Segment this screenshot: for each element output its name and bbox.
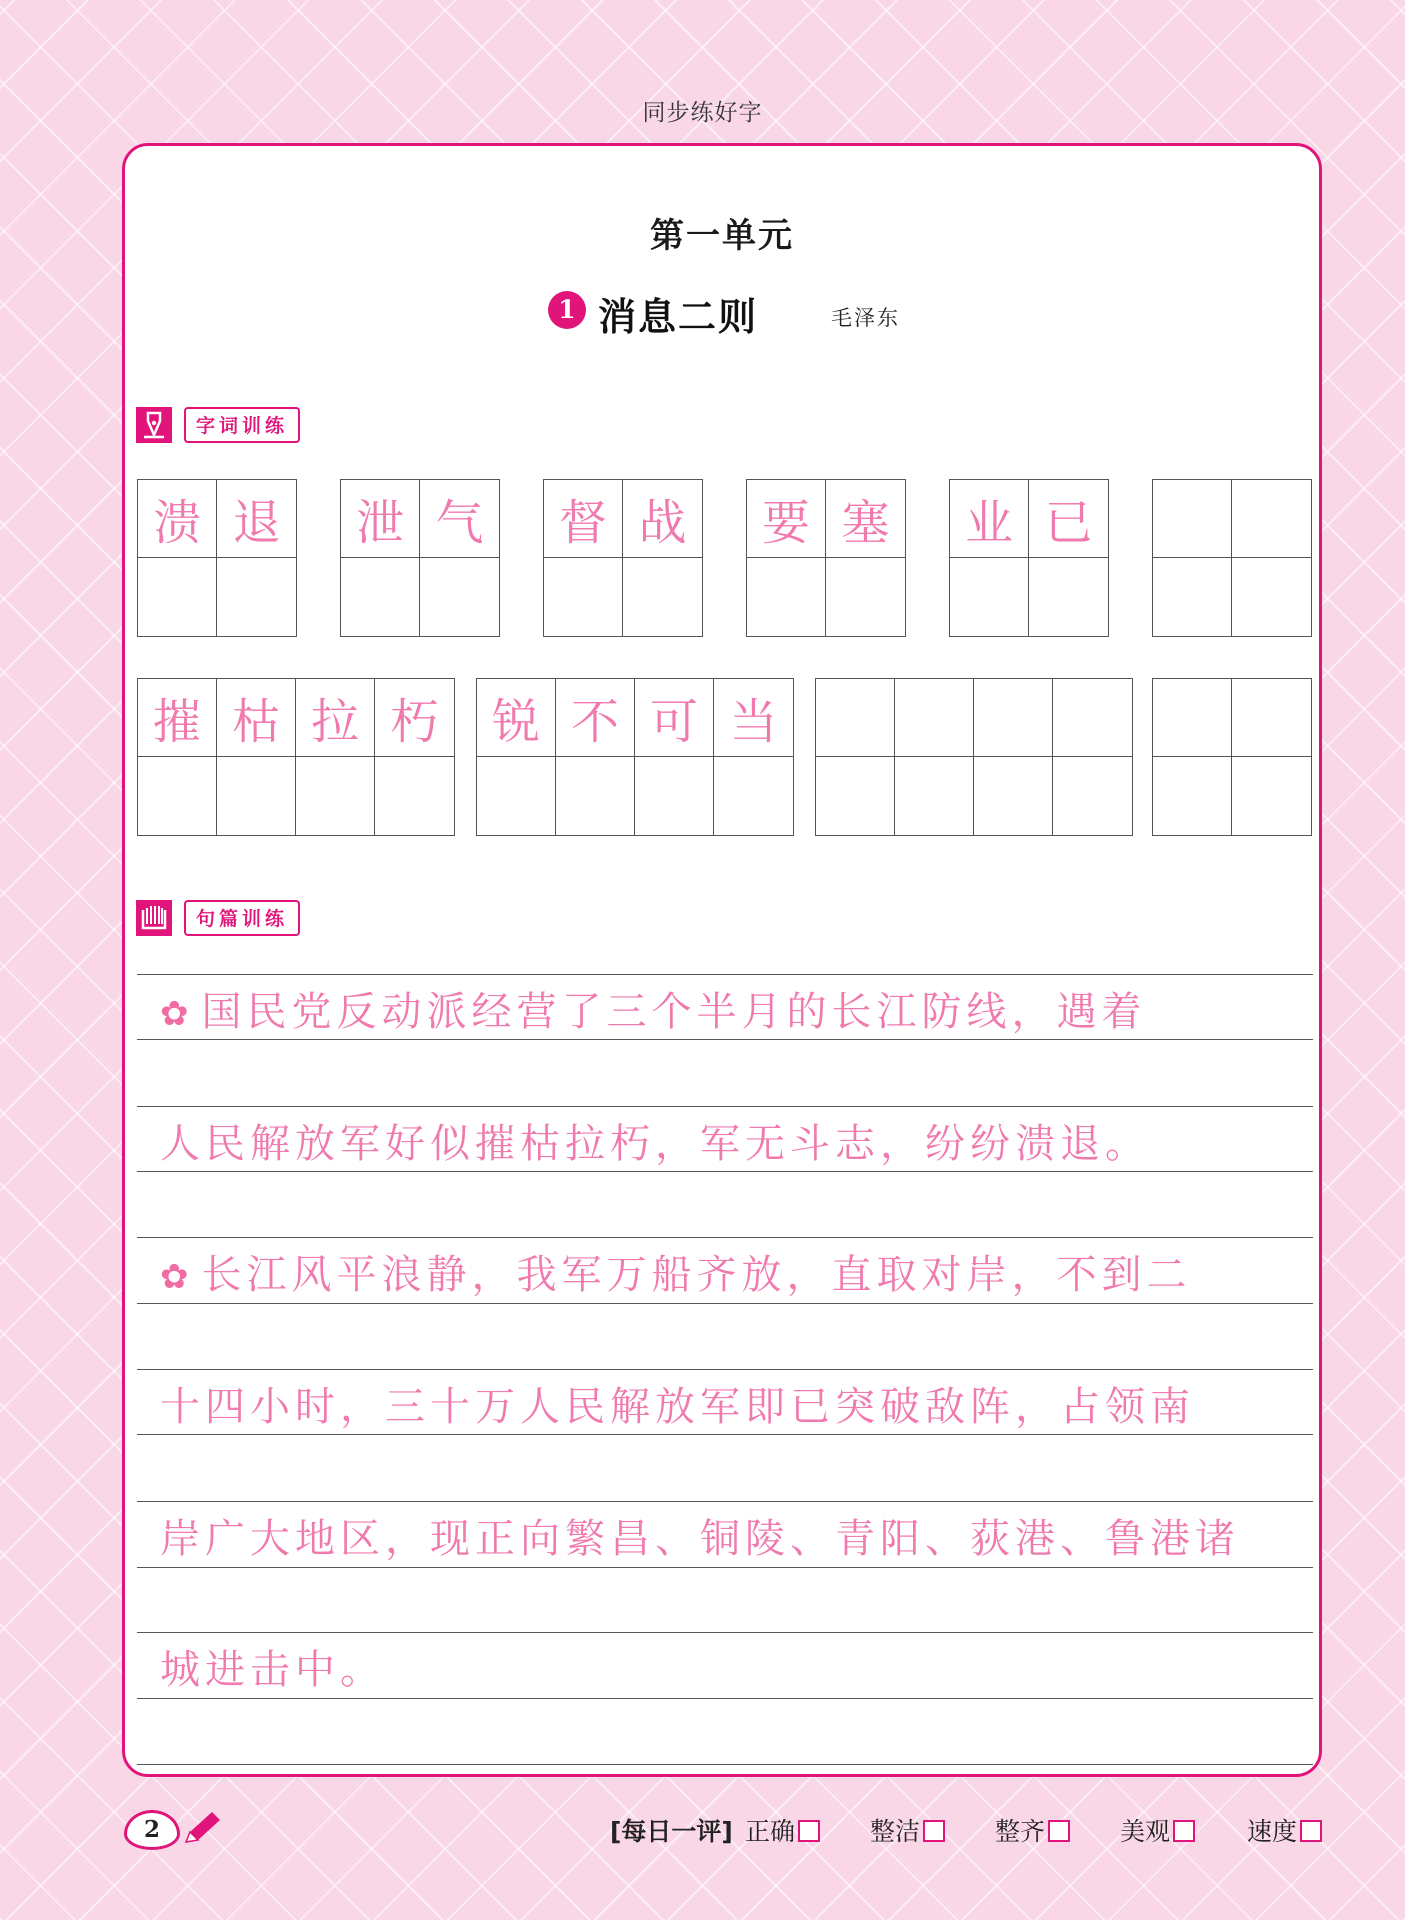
sentence-text: 人民解放军好似摧枯拉朽，军无斗志，纷纷溃退。 <box>160 1121 1150 1167</box>
practice-cell[interactable] <box>1053 757 1132 835</box>
ruled-line <box>137 1106 1313 1107</box>
word-grid-group <box>746 479 906 637</box>
ruled-line <box>137 1501 1313 1502</box>
practice-cell[interactable] <box>1232 757 1311 835</box>
sentence-text: 岸广大地区，现正向繁昌、铜陵、青阳、荻港、鲁港诸 <box>160 1516 1240 1562</box>
ruled-line <box>137 974 1313 975</box>
grid-column <box>816 679 895 835</box>
ruled-line <box>137 1237 1313 1238</box>
practice-cell[interactable] <box>747 558 826 636</box>
grid-column <box>895 679 974 835</box>
practice-cell[interactable] <box>1153 757 1232 835</box>
grid-column <box>341 480 420 636</box>
daily-evaluation <box>610 1812 1330 1846</box>
practice-cell[interactable] <box>623 558 702 636</box>
grid-column <box>1029 480 1108 636</box>
trace-cell: 枯 <box>217 679 296 757</box>
grid-column <box>974 679 1053 835</box>
trace-cell: 泄 <box>341 480 420 558</box>
sentence-line <box>160 1243 1305 1303</box>
lesson-title: 消息二则 <box>598 294 759 339</box>
trace-cell: 摧 <box>138 679 217 757</box>
trace-cell: 锐 <box>477 679 556 757</box>
word-grid-group <box>1152 678 1312 836</box>
ruled-line <box>137 1567 1313 1568</box>
grid-column <box>714 679 793 835</box>
word-grid-group <box>949 479 1109 637</box>
evaluation-checkbox[interactable] <box>923 1820 945 1842</box>
trace-cell: 退 <box>217 480 296 558</box>
practice-cell[interactable] <box>556 757 635 835</box>
sentence-line <box>160 1112 1305 1172</box>
practice-cell[interactable] <box>826 558 905 636</box>
book-pages-icon <box>136 900 172 936</box>
practice-cell[interactable] <box>950 558 1029 636</box>
trace-cell <box>1053 679 1132 757</box>
trace-cell: 当 <box>714 679 793 757</box>
grid-column <box>623 480 702 636</box>
grid-column <box>544 480 623 636</box>
grid-column <box>296 679 375 835</box>
sentence-text: 长江风平浪静，我军万船齐放，直取对岸，不到二 <box>201 1252 1192 1298</box>
trace-cell: 业 <box>950 480 1029 558</box>
lesson-number-badge: 1 <box>548 291 586 329</box>
trace-cell: 不 <box>556 679 635 757</box>
section-sentences-label: 句篇训练 <box>184 900 300 936</box>
trace-cell <box>1153 480 1232 558</box>
grid-column <box>420 480 499 636</box>
grid-column <box>138 679 217 835</box>
evaluation-item-label: 美观 <box>1120 1817 1171 1846</box>
practice-cell[interactable] <box>217 757 296 835</box>
trace-cell: 气 <box>420 480 499 558</box>
daily-evaluation-label: [每日一评] <box>610 1817 733 1846</box>
grid-column <box>556 679 635 835</box>
grid-column <box>1153 679 1232 835</box>
ruled-line <box>137 1369 1313 1370</box>
trace-cell <box>1153 679 1232 757</box>
trace-cell: 已 <box>1029 480 1108 558</box>
grid-column <box>217 480 296 636</box>
evaluation-item <box>995 1812 1070 1848</box>
grid-column <box>747 480 826 636</box>
practice-cell[interactable] <box>217 558 296 636</box>
word-grid-group <box>1152 479 1312 637</box>
evaluation-item-label: 整洁 <box>870 1817 921 1846</box>
trace-cell: 可 <box>635 679 714 757</box>
grid-column <box>477 679 556 835</box>
grid-column <box>1232 679 1311 835</box>
ruled-line <box>137 1632 1313 1633</box>
evaluation-item <box>1247 1812 1322 1848</box>
practice-cell[interactable] <box>375 757 454 835</box>
grid-column <box>1232 480 1311 636</box>
grid-column <box>1053 679 1132 835</box>
ruled-line <box>137 1303 1313 1304</box>
practice-cell[interactable] <box>1232 558 1311 636</box>
practice-cell[interactable] <box>1029 558 1108 636</box>
word-grid-group <box>815 678 1133 836</box>
practice-cell[interactable] <box>895 757 974 835</box>
evaluation-item-label: 速度 <box>1247 1817 1298 1846</box>
pencil-icon <box>180 1808 224 1848</box>
evaluation-item <box>870 1812 945 1848</box>
evaluation-checkbox[interactable] <box>1048 1820 1070 1842</box>
ruled-line <box>137 1698 1313 1699</box>
practice-cell[interactable] <box>714 757 793 835</box>
section-words-label: 字词训练 <box>184 407 300 443</box>
evaluation-checkbox[interactable] <box>798 1820 820 1842</box>
sentence-text: 十四小时，三十万人民解放军即已突破敌阵，占领南 <box>160 1384 1195 1430</box>
trace-cell: 溃 <box>138 480 217 558</box>
evaluation-item <box>1120 1812 1195 1848</box>
lesson-author: 毛泽东 <box>831 306 900 330</box>
practice-cell[interactable] <box>635 757 714 835</box>
flower-bullet-icon: ✿ <box>160 994 194 1034</box>
word-grid-group <box>543 479 703 637</box>
evaluation-checkbox[interactable] <box>1173 1820 1195 1842</box>
word-grid-group <box>340 479 500 637</box>
practice-cell[interactable] <box>296 757 375 835</box>
practice-cell[interactable] <box>1153 558 1232 636</box>
grid-column <box>950 480 1029 636</box>
sentence-line <box>160 1638 1305 1698</box>
trace-cell <box>1232 679 1311 757</box>
trace-cell <box>1232 480 1311 558</box>
grid-column <box>217 679 296 835</box>
trace-cell <box>974 679 1053 757</box>
grid-column <box>1153 480 1232 636</box>
practice-cell[interactable] <box>477 757 556 835</box>
sentence-text: 城进击中。 <box>160 1647 385 1693</box>
sentence-line <box>160 1375 1305 1435</box>
trace-cell: 督 <box>544 480 623 558</box>
evaluation-checkbox[interactable] <box>1300 1820 1322 1842</box>
practice-cell[interactable] <box>138 757 217 835</box>
trace-cell: 战 <box>623 480 702 558</box>
word-grid-group <box>137 479 297 637</box>
sentence-text: 国民党反动派经营了三个半月的长江防线，遇着 <box>201 989 1147 1035</box>
word-grid-group <box>476 678 794 836</box>
evaluation-item-label: 正确 <box>745 1817 796 1846</box>
trace-cell: 拉 <box>296 679 375 757</box>
sentence-line <box>160 1507 1305 1567</box>
evaluation-item-label: 整齐 <box>995 1817 1046 1846</box>
flower-bullet-icon: ✿ <box>160 1257 194 1297</box>
practice-cell[interactable] <box>138 558 217 636</box>
grid-column <box>826 480 905 636</box>
sentence-line <box>160 980 1305 1040</box>
practice-cell[interactable] <box>420 558 499 636</box>
grid-column <box>138 480 217 636</box>
trace-cell <box>895 679 974 757</box>
practice-cell[interactable] <box>974 757 1053 835</box>
grid-column <box>375 679 454 835</box>
page-number: 2 <box>124 1810 180 1850</box>
evaluation-item <box>745 1812 820 1848</box>
practice-cell[interactable] <box>341 558 420 636</box>
pen-nib-icon <box>136 407 172 443</box>
trace-cell: 朽 <box>375 679 454 757</box>
trace-cell: 要 <box>747 480 826 558</box>
unit-title: 第一单元 <box>650 216 794 256</box>
ruled-line <box>137 1764 1313 1765</box>
book-title: 同步练好字 <box>642 100 763 126</box>
practice-cell[interactable] <box>544 558 623 636</box>
grid-column <box>635 679 714 835</box>
word-grid-group <box>137 678 455 836</box>
trace-cell: 塞 <box>826 480 905 558</box>
worksheet-card <box>122 143 1322 1777</box>
lesson-heading <box>125 286 1319 339</box>
practice-cell[interactable] <box>816 757 895 835</box>
trace-cell <box>816 679 895 757</box>
